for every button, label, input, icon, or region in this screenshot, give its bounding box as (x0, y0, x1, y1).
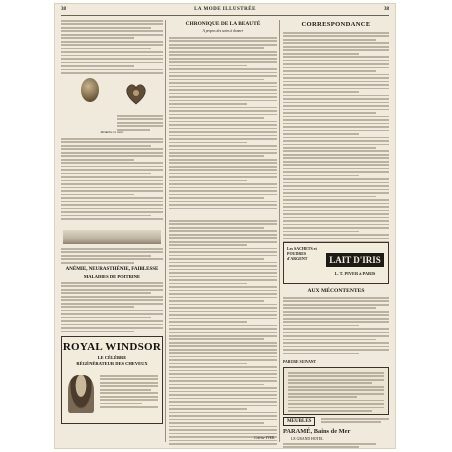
chronique-subtitle: A propos des soins à donner (202, 29, 244, 33)
article-text-block (61, 20, 163, 76)
column-left (61, 20, 163, 442)
anemie-ad-text (61, 282, 163, 334)
chronique-title: CHRONIQUE DE LA BEAUTÉ (185, 21, 261, 27)
royal-windsor-line2: RÉGÉNÉRATEUR DES CHEVEUX (76, 361, 148, 366)
chronique-text-2 (169, 220, 277, 446)
aux-mecontentes-title: AUX MÉCONTENTES (307, 288, 365, 294)
landscape-vignette (63, 230, 161, 244)
meubles-ad-text (321, 418, 389, 425)
lait-iris-ad (283, 242, 389, 284)
chronique-signature: Colette YVER. (254, 436, 275, 440)
column-middle (169, 20, 277, 442)
parame-text (283, 443, 389, 450)
page-number-left: 38 (61, 7, 66, 12)
product-list-text (288, 372, 384, 414)
royal-windsor-ad-text (100, 375, 158, 410)
anemie-ad-title: ANÉMIE, NEURASTHÉNIE, FAIBLESSE (65, 267, 159, 272)
column-divider-1 (165, 20, 166, 442)
article-text-block-3 (61, 248, 163, 265)
correspondance-text (283, 32, 389, 255)
column-right (283, 20, 389, 442)
royal-windsor-line1: LE CÉLÈBRE (97, 355, 127, 360)
sachets-ad-text: Les SACHETS et POUDRES d'ARGENT (287, 246, 317, 261)
heart-pendant-illustration (125, 82, 147, 106)
lait-iris-maker: L. T. PIVER à PARIS (334, 271, 376, 276)
medal-illustration (81, 78, 99, 102)
column-divider-2 (279, 20, 280, 442)
correspondance-title: CORRESPONDANCE (301, 21, 371, 28)
lait-iris-banner: LAIT D'IRIS (326, 253, 384, 267)
chronique-text (169, 37, 277, 211)
newspaper-page (55, 4, 395, 448)
anemie-ad-subtitle: MALADIES DE POITRINE (83, 274, 141, 279)
meubles-ad: MEUBLES (283, 417, 315, 426)
figure-caption: Médaille et cœur (100, 130, 124, 134)
parame-title: PARAMÉ, Bains de Mer (283, 428, 351, 435)
woman-portrait-illustration (68, 375, 94, 413)
royal-windsor-title: ROYAL WINDSOR (62, 341, 162, 353)
product-list-ad (283, 367, 389, 415)
header-rule (61, 15, 389, 16)
aux-mecontentes-text (283, 297, 389, 356)
journal-title: LA MODE ILLUSTRÉE (194, 7, 256, 12)
parure-notice: PARURE SUIVANT (283, 360, 317, 364)
article-text-block-2 (61, 138, 163, 222)
page-number-right: 38 (384, 7, 389, 12)
parame-subtitle: LE GRAND HOTEL (291, 437, 324, 441)
royal-windsor-ad (61, 336, 163, 424)
